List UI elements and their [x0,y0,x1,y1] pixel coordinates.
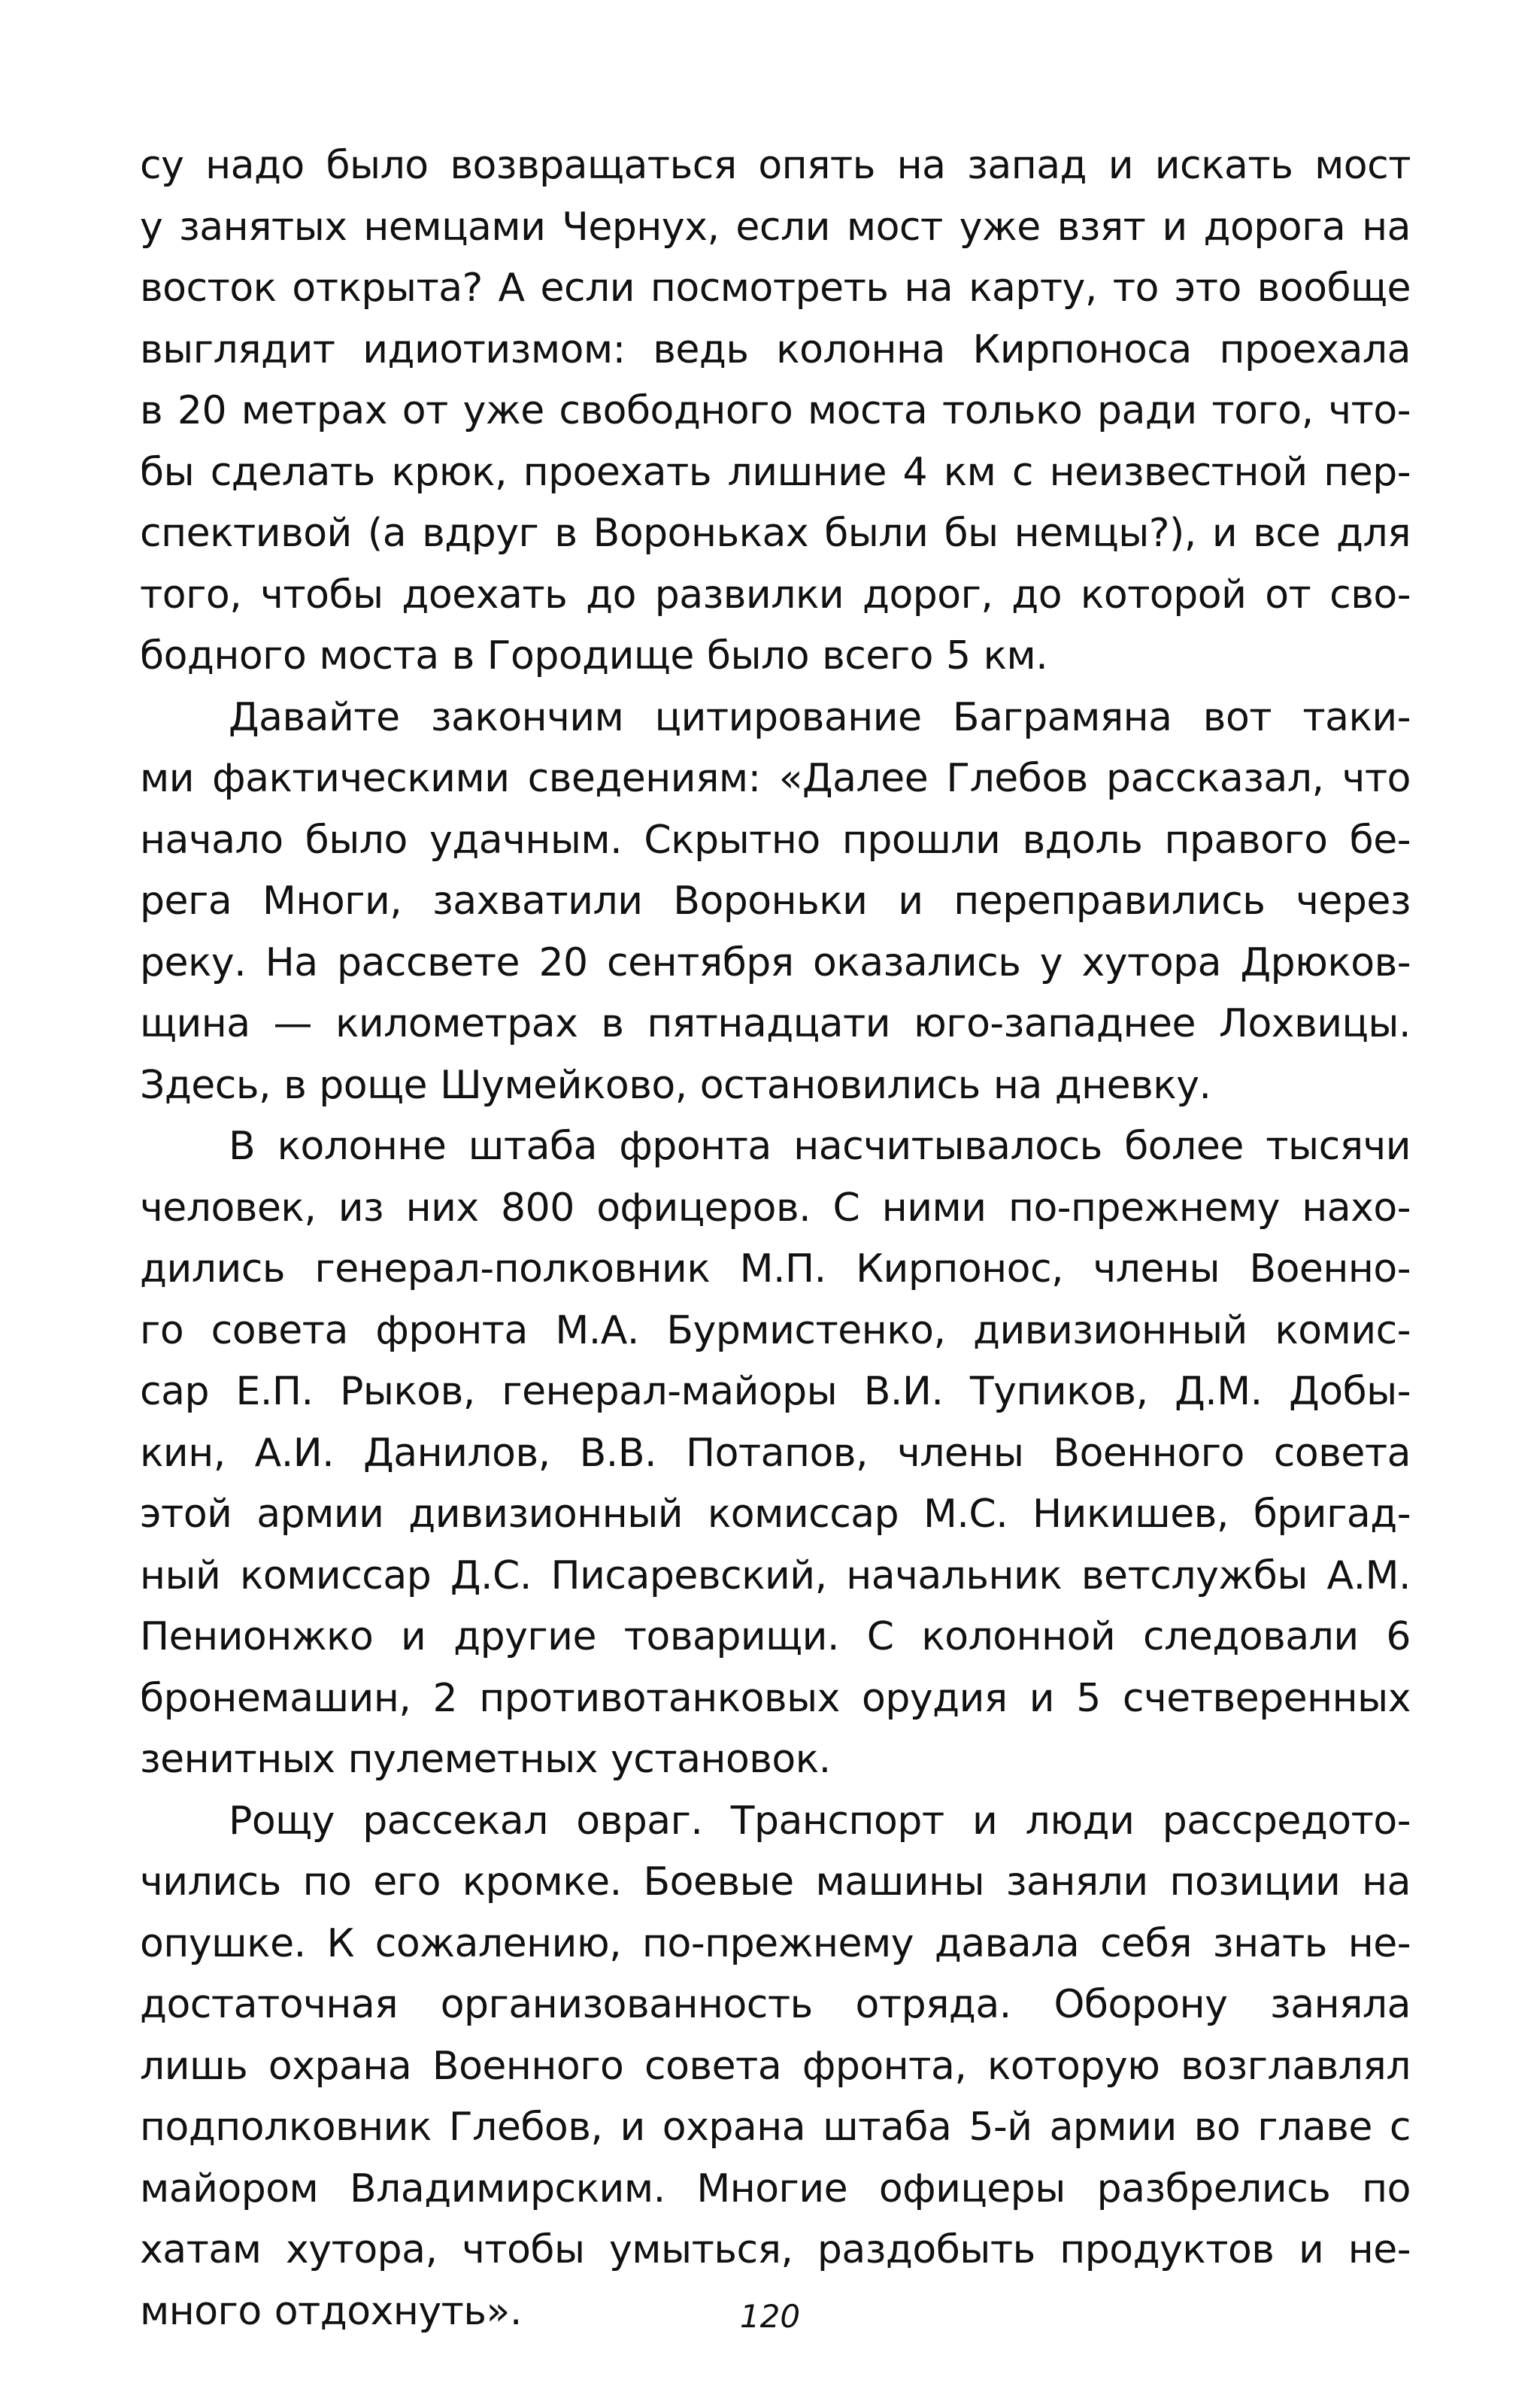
text-line: чились по его кромке. Боевые машины заняли позиции на [140,1859,1411,1905]
text-line: Давайте закончим цитирование Баграмяна вот таки- [229,694,1411,740]
text-line: того, чтобы доехать до развилки дорог, до которой от сво- [140,572,1411,618]
text-line: ми фактическими сведениям: «Далее Глебов рассказал, что [140,756,1411,801]
text-line: сар Е.П. Рыков, генерал-майоры В.И. Тупиков, Д.М. Добы- [140,1369,1411,1414]
text-line: щина — километрах в пятнадцати юго-западнее Лохвицы. [140,1001,1411,1046]
text-line: подполковник Глебов, и охрана штаба 5-й армии во главе с [140,2105,1411,2150]
text-line: опушке. К сожалению, по-прежнему давала себя знать не- [140,1920,1411,1966]
page-number: 120 [739,2298,801,2335]
text-line: В колонне штаба фронта насчитывалось более тысячи [229,1124,1411,1169]
text-line: Пенионжко и другие товарищи. С колонной следовали 6 [140,1614,1411,1659]
text-line: бронемашин, 2 противотанковых орудия и 5 счетверенных [140,1675,1411,1721]
text-line: майором Владимирским. Многие офицеры разбрелись по [140,2166,1411,2211]
text-line: в 20 метрах от уже свободного моста только ради того, что- [140,388,1411,433]
paragraph-2 [140,688,1411,1117]
text-line: су надо было возвращаться опять на запад и искать мост [140,143,1411,188]
page-body [140,135,1411,2342]
text-line: реку. На рассвете 20 сентября оказались у хутора Дрюков- [140,939,1411,985]
paragraph-3 [140,1116,1411,1791]
text-line: рега Многи, захватили Вороньки и переправились через [140,879,1411,924]
text-line: кин, А.И. Данилов, В.В. Потапов, члены Военного совета [140,1430,1411,1476]
text-line: бодного моста в Городище было всего 5 км. [140,633,1048,678]
text-line: ный комиссар Д.С. Писаревский, начальник ветслужбы А.М. [140,1553,1411,1598]
text-line: Рощу рассекал овраг. Транспорт и люди рассредото- [229,1798,1411,1844]
paragraph-1 [140,135,1411,688]
text-line: Здесь, в роще Шумейково, остановились на дневку. [140,1062,1211,1108]
text-line: зенитных пулеметных установок. [140,1737,831,1782]
paragraph-4 [140,1791,1411,2343]
text-line: бы сделать крюк, проехать лишние 4 км с неизвестной пер- [140,449,1411,495]
text-line: много отдохнуть». [140,2288,522,2334]
text-line: восток открыта? А если посмотреть на карту, то это вообще [140,266,1411,311]
text-line: хатам хутора, чтобы умыться, раздобыть продуктов и не- [140,2227,1411,2272]
text-line: достаточная организованность отряда. Оборону заняла [140,1982,1411,2027]
text-line: человек, из них 800 офицеров. С ними по-прежнему нахо- [140,1185,1411,1231]
text-line: у занятых немцами Чернух, если мост уже взят и дорога на [140,204,1411,250]
text-line: спективой (а вдруг в Вороньках были бы немцы?), и все для [140,511,1411,556]
text-line: выглядит идиотизмом: ведь колонна Кирпоноса проехала [140,326,1411,372]
text-line: начало было удачным. Скрытно прошли вдоль правого бе- [140,817,1411,863]
text-line: го совета фронта М.А. Бурмистенко, дивизионный комис- [140,1307,1411,1353]
text-line: лишь охрана Военного совета фронта, которую возглавлял [140,2043,1411,2089]
text-line: этой армии дивизионный комиссар М.С. Никишев, бригад- [140,1492,1411,1537]
text-line: дились генерал-полковник М.П. Кирпонос, члены Военно- [140,1246,1411,1292]
